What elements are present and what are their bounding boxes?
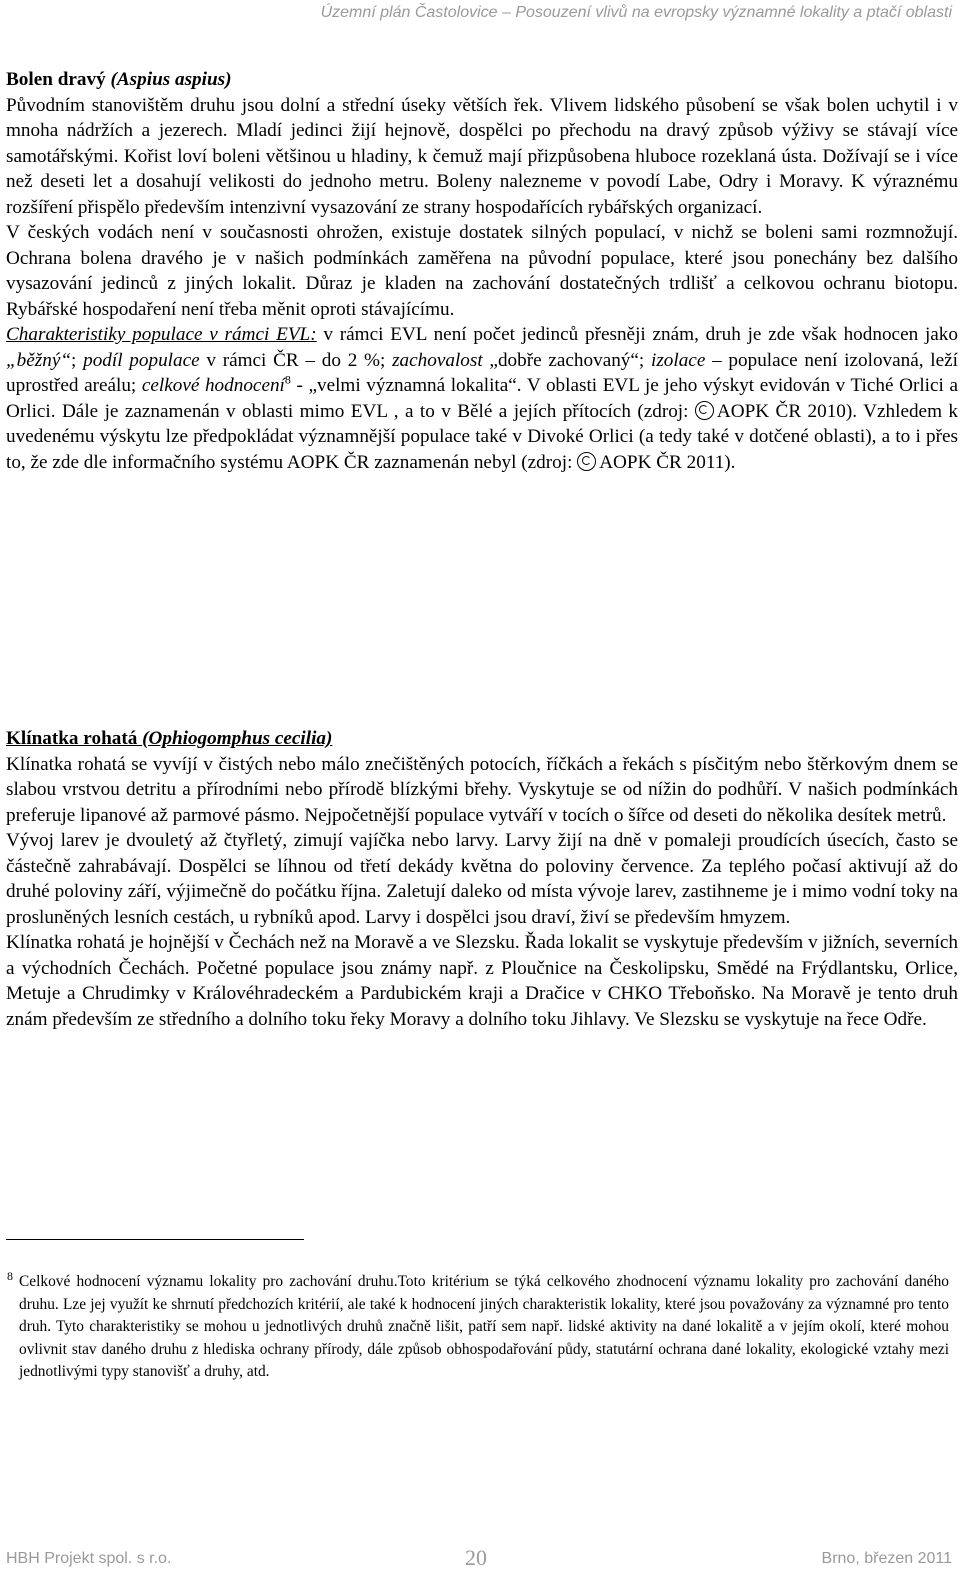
footer-place-date: Brno, březen 2011 [821, 1550, 952, 1567]
section-heading [6, 67, 958, 93]
text-run: – populace není izolovaná, leží uprostřed areálu; [6, 349, 958, 396]
text-run: v rámci EVL není počet jedinců přesněji znám, druh je zde však hodnocen jako [316, 324, 958, 345]
text-run: v rámci ČR – do 2 %; [199, 349, 393, 371]
footnote-number: 8 [7, 1269, 13, 1283]
footnote-reference[interactable]: 8 [284, 372, 291, 387]
paragraph: Klínatka rohatá je hojnější v Čechách než na Moravě a ve Slezsku. Řada lokalit se vyskytuje především v jižních, severních a východních Čechách. Početné populace jsou známy např. z Ploučnice na Českolipsku, Smědé na Frýdlantsku, Orlice, Metuje a Chrudimky v Královéhradeckém a Pardubickém kraji a Dračice v CHKO Třeboňsko. Na Moravě je tento druh znám především ze středního a dolního toku řeky Moravy a dolního toku Jihlavy. Ve Slezsku se vyskytuje na řece Odře. [6, 932, 958, 1030]
source-citation: AOPK ČR 2011 [599, 451, 725, 473]
paragraph: Vývoj larev je dvouletý až čtyřletý, zimují vajíčka nebo larvy. Larvy žijí na dně v pomaleji proudících úsecích, často se částečně zahrabávají. Dospělci se líhnou od třetí dekády května do poloviny července. Za teplého počasí aktivují až do druhé poloviny září, výjimečně do počátku října. Zaletují daleko od místa vývoje larev, zastihneme je i mimo vodní toky na prosluněných lesních cestách, u rybníků apod. Larvy i dospělci jsou draví, živí se především hmyzem. [6, 830, 958, 928]
footer-company: HBH Projekt spol. s r.o. [6, 1550, 172, 1567]
section-bolen [6, 67, 958, 475]
footnote-separator [6, 1239, 304, 1240]
criterion-name: podíl populace [83, 349, 200, 371]
paragraph: V českých vodách není v současnosti ohrožen, existuje dostatek silných populací, v nichž se boleni sami rozmnožují. Ochrana bolena dravého je v našich podmínkách zaměřena na původní populace, které jsou ponechány bez dalšího vysazování jedinců z jiných lokalit. Důraz je kladen na zachování dostatečných trdlišť a celkovou ochranu biotopu. Rybářské hospodaření není třeba měnit oproti stávajícímu. [6, 222, 958, 320]
criterion-name: izolace [650, 349, 706, 371]
rating-value: „běžný“ [6, 349, 72, 371]
heading-latin-name: (Ophiogomphus cecilia) [142, 728, 333, 749]
footnote-text: Celkové hodnocení významu lokality pro zachování druhu.Toto kritérium se týká celkového zhodnocení významu lokality pro zachování daného druhu. Lze jej využít ke shrnutí předchozích kritérií, ale také k hodnocení jiných charakteristik lokality, které jsou považovány za významné pro tento druh. Tyto charakteristiky se mohou u jednotlivých druhů značně lišit, patří sem např. lidské aktivity na dané lokalitě a v jejím okolí, které mohou ovlivnit stav daného druhu z hlediska ochrany přírody, dále způsob obhospodařování půdy, statutární ochrana dané lokality, ekologické vztahy mezi jednotlivými typy stanovišť a druhy, atd. [19, 1273, 949, 1380]
page-number: 20 [465, 1545, 487, 1570]
copyright-icon [577, 452, 596, 471]
paragraph: Klínatka rohatá se vyvíjí v čistých nebo málo znečištěných potocích, říčkách a řekách s písčitým nebo štěrkovým dnem se slabou vrstvou detritu a přírodními nebo přírodě blízkými břehy. Vyskytuje se od nížin do podhůří. V našich podmínkách preferuje lipanové až parmové pásmo. Nejpočetnější populace vytváří v tocích o šířce od deseti do několika desítek metrů. [6, 753, 958, 826]
heading-latin-name: (Aspius aspius) [110, 69, 232, 90]
text-run: ). Vzhledem k uvedenému výskytu lze předpokládat významnější populace také v Divoké Orlici (a tedy také v dotčené oblasti), a to i přes to, že zde dle informačního systému AOPK ČR zaznamenán nebyl (zdroj: [6, 400, 958, 473]
footnote [7, 1269, 949, 1384]
text-run: ; [71, 349, 84, 371]
text-run: - „velmi významná lokalita“. V oblasti EVL je jeho výskyt evidován v Tiché Orlici a Orlici. Dále je zaznamenán v oblasti mimo EVL , a to v Bělé a jejích přítocích (zdroj: [6, 375, 958, 422]
running-header: Územní plán Častolovice – Posouzení vlivů na evropsky významné lokality a ptačí oblasti [320, 4, 952, 21]
population-characteristics-paragraph [6, 322, 958, 475]
source-citation: AOPK ČR 2010 [716, 400, 846, 422]
heading-common-name: Bolen dravý [6, 69, 111, 90]
criterion-name: celkové hodnocení [141, 375, 285, 396]
heading-common-name: Klínatka rohatá [6, 728, 143, 749]
section-klinatka [6, 726, 958, 1032]
criterion-name: zachovalost [392, 349, 483, 371]
text-run: ). [724, 451, 736, 473]
section-heading [6, 726, 958, 752]
copyright-icon [695, 401, 714, 420]
paragraph: Původním stanovištěm druhu jsou dolní a střední úseky větších řek. Vlivem lidského působení se však bolen uchytil i v mnoha nádržích a jezerech. Mladí jedinci žijí hejnově, dospělci po přechodu na dravý způsob výživy se stávají více samotářskými. Kořist loví boleni většinou u hladiny, k čemuž mají přizpůsobena hluboce rozeklaná ústa. Dožívají se i více než deseti let a dosahují velikosti do jednoho metru. Boleny nalezneme v povodí Labe, Odry i Moravy. K výraznému rozšíření přispělo především intenzivní vysazování ze strany hospodařících rybářských organizací. [6, 94, 958, 218]
text-run: „dobře zachovaný“; [482, 349, 651, 371]
population-label: Charakteristiky populace v rámci EVL: [6, 324, 317, 345]
